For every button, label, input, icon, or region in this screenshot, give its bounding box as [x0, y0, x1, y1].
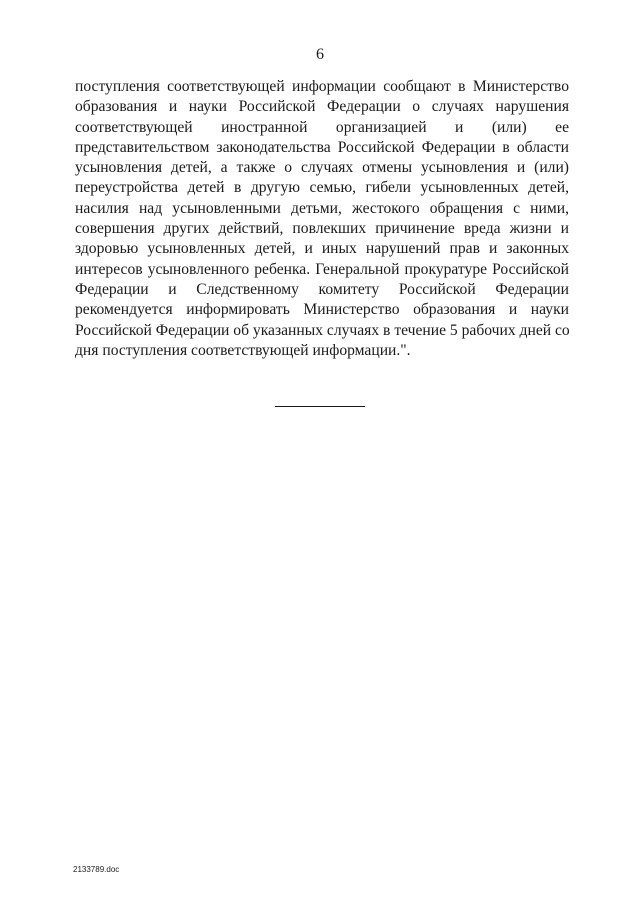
text-line: насилия над усыновленными детьми, жестокого обращения с ними,: [75, 199, 569, 217]
document-id: 2133789.doc: [73, 865, 120, 874]
text-line: Федерации и Следственному комитету Российской Федерации: [75, 280, 569, 298]
text-line: интересов усыновленного ребенка. Генеральной прокуратуре Российской: [75, 260, 569, 278]
body-paragraph: [75, 77, 569, 361]
text-line: образования и науки Российской Федерации о случаях нарушения: [75, 98, 569, 116]
text-line: переустройства детей в другую семью, гибели усыновленных детей,: [75, 179, 569, 197]
text-line: совершения других действий, повлекших причинение вреда жизни и: [75, 220, 569, 238]
text-line: представительством законодательства Российской Федерации в области: [75, 138, 569, 156]
text-line: поступления соответствующей информации сообщают в Министерство: [75, 78, 569, 95]
text-line: дня поступления соответствующей информации.".: [75, 341, 411, 359]
text-line: рекомендуется информировать Министерство образования и науки: [75, 301, 569, 319]
text-line: соответствующей иностранной организацией и (или) ее: [75, 118, 569, 136]
text-line: усыновления детей, а также о случаях отмены усыновления и (или): [75, 159, 569, 177]
page-number: 6: [316, 46, 324, 63]
text-line: здоровью усыновленных детей, и иных нарушений прав и законных: [75, 240, 569, 258]
separator-line: [275, 406, 365, 407]
text-line: Российской Федерации об указанных случаях в течение 5 рабочих дней со: [75, 321, 570, 339]
